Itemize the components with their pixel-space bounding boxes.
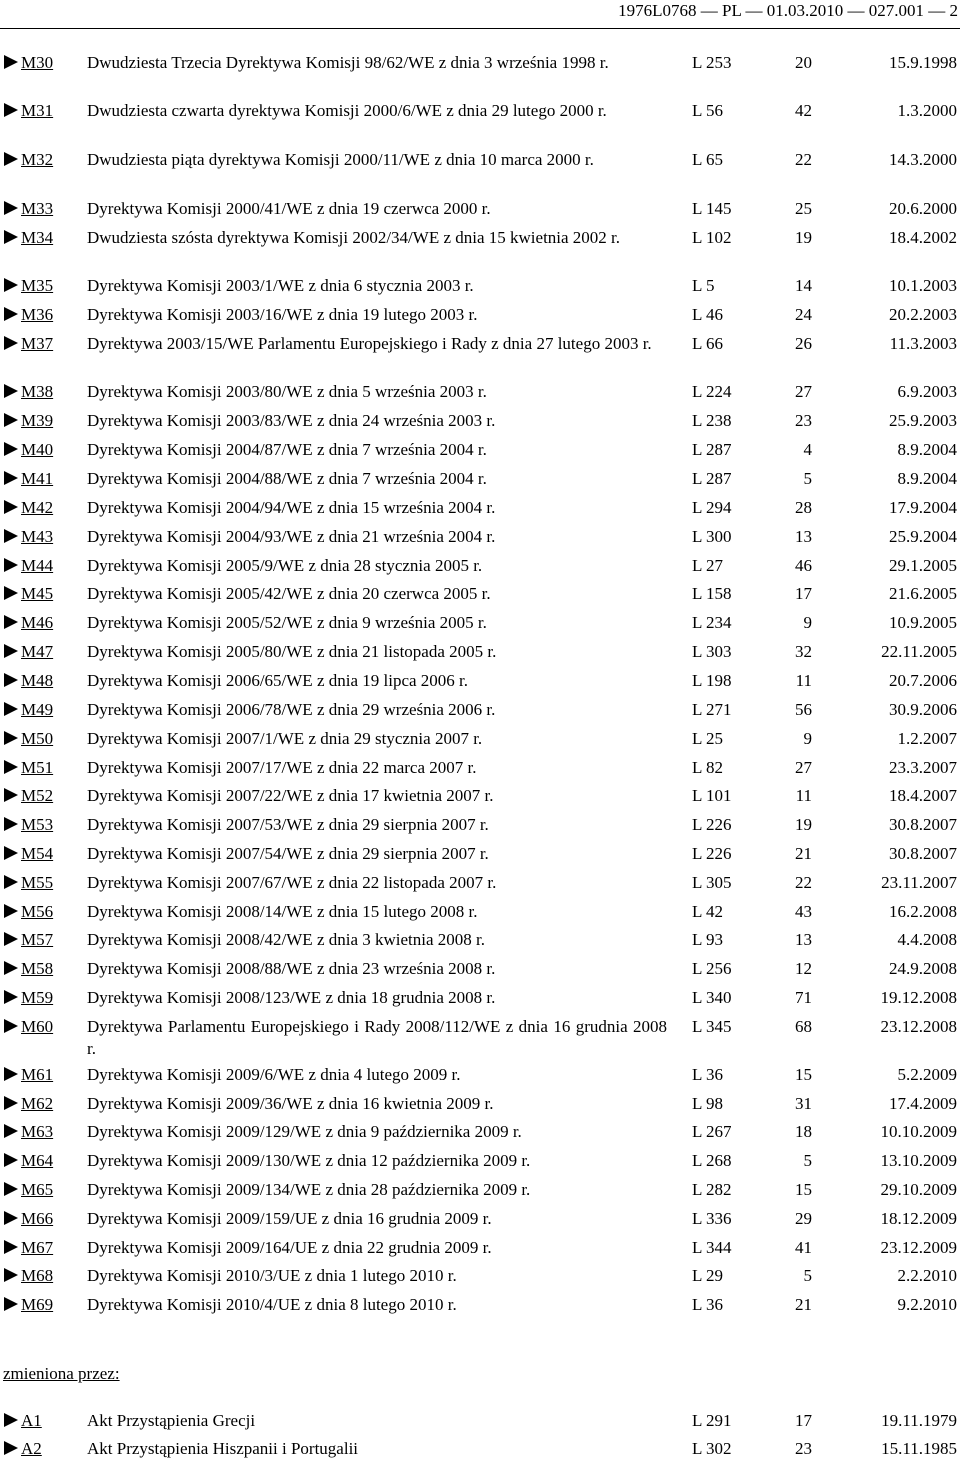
amendment-title: Dyrektywa Komisji 2003/16/WE z dnia 19 lutego 2003 r. — [87, 305, 478, 324]
amendment-marker[interactable] — [4, 1093, 53, 1115]
journal-reference: L 302 — [692, 1439, 732, 1458]
amendment-marker[interactable] — [4, 670, 53, 692]
amendment-marker[interactable] — [4, 843, 53, 865]
arrow-right-icon — [4, 413, 18, 427]
arrow-right-icon — [4, 230, 18, 244]
amendment-code-link[interactable]: M67 — [21, 1238, 54, 1257]
journal-reference: L 238 — [692, 411, 732, 430]
page-number: 12 — [795, 959, 812, 978]
amendment-title: Dyrektywa 2003/15/WE Parlamentu Europejskiego i Rady z dnia 27 lutego 2003 r. — [87, 334, 652, 353]
publication-date: 2.2.2010 — [897, 1266, 957, 1285]
amendment-title: Dyrektywa Komisji 2008/123/WE z dnia 18 grudnia 2008 r. — [87, 988, 496, 1007]
journal-reference: L 27 — [692, 556, 724, 575]
publication-date: 23.12.2009 — [880, 1238, 957, 1257]
publication-date: 13.10.2009 — [880, 1151, 957, 1170]
amendment-marker[interactable] — [4, 1294, 53, 1316]
page-number: 13 — [795, 527, 812, 546]
journal-reference: L 300 — [692, 527, 732, 546]
amendment-marker[interactable] — [4, 872, 53, 894]
amendment-code-link[interactable]: M30 — [21, 53, 54, 72]
publication-date: 6.9.2003 — [897, 382, 957, 401]
page-number: 17 — [795, 584, 812, 603]
amendment-marker[interactable] — [4, 1150, 53, 1172]
amendment-code-link[interactable]: M56 — [21, 902, 54, 921]
page-number: 56 — [795, 700, 812, 719]
publication-date: 15.9.1998 — [889, 53, 957, 72]
page-number: 29 — [795, 1209, 812, 1228]
publication-date: 20.2.2003 — [889, 305, 957, 324]
publication-date: 25.9.2003 — [889, 411, 957, 430]
amendment-code-link[interactable]: M55 — [21, 873, 54, 892]
journal-reference: L 256 — [692, 959, 732, 978]
arrow-right-icon — [4, 1441, 18, 1455]
arrow-right-icon — [4, 1124, 18, 1138]
journal-reference: L 65 — [692, 150, 724, 169]
amendment-marker[interactable] — [4, 52, 53, 74]
page-number: 9 — [803, 613, 812, 632]
page-number: 22 — [795, 873, 812, 892]
amendment-title: Dyrektywa Komisji 2007/17/WE z dnia 22 marca 2007 r. — [87, 758, 477, 777]
amendment-marker[interactable] — [4, 410, 53, 432]
page-number: 21 — [795, 844, 812, 863]
arrow-right-icon — [4, 278, 18, 292]
page-number: 22 — [795, 150, 812, 169]
amendment-title: Dyrektywa Komisji 2005/52/WE z dnia 9 września 2005 r. — [87, 613, 487, 632]
amendment-marker[interactable] — [4, 1121, 53, 1143]
amendment-code-link[interactable]: M57 — [21, 930, 54, 949]
amendment-code-link[interactable]: M34 — [21, 228, 54, 247]
journal-reference: L 42 — [692, 902, 724, 921]
amendment-code-link[interactable]: A1 — [21, 1411, 42, 1430]
journal-reference: L 102 — [692, 228, 732, 247]
amendment-marker[interactable] — [4, 555, 53, 577]
amendment-code-link[interactable]: M39 — [21, 411, 54, 430]
amendment-code-link[interactable]: M46 — [21, 613, 54, 632]
amendment-code-link[interactable]: M54 — [21, 844, 54, 863]
publication-date: 8.9.2004 — [897, 469, 957, 488]
amendment-marker[interactable] — [4, 468, 53, 490]
journal-reference: L 271 — [692, 700, 732, 719]
publication-date: 10.10.2009 — [880, 1122, 957, 1141]
amendment-marker[interactable] — [4, 901, 53, 923]
page-number: 20 — [795, 53, 812, 72]
journal-reference: L 36 — [692, 1295, 724, 1314]
page-number: 24 — [795, 305, 812, 324]
page-number: 11 — [795, 786, 812, 805]
arrow-right-icon — [4, 961, 18, 975]
amendment-title: Dyrektywa Komisji 2004/94/WE z dnia 15 września 2004 r. — [87, 498, 496, 517]
amendment-marker[interactable] — [4, 526, 53, 548]
amendment-marker[interactable] — [4, 814, 53, 836]
amendment-code-link[interactable]: M63 — [21, 1122, 54, 1141]
page-number: 31 — [795, 1094, 812, 1113]
page-number: 15 — [795, 1180, 812, 1199]
amendment-title: Dyrektywa Komisji 2005/9/WE z dnia 28 stycznia 2005 r. — [87, 556, 483, 575]
publication-date: 8.9.2004 — [897, 440, 957, 459]
amendment-title: Dyrektywa Komisji 2009/6/WE z dnia 4 lutego 2009 r. — [87, 1065, 461, 1084]
amendment-code-link[interactable]: M53 — [21, 815, 54, 834]
publication-date: 1.3.2000 — [897, 101, 957, 120]
arrow-right-icon — [4, 731, 18, 745]
arrow-right-icon — [4, 1297, 18, 1311]
journal-reference: L 145 — [692, 199, 732, 218]
amendment-title: Dyrektywa Komisji 2003/80/WE z dnia 5 września 2003 r. — [87, 382, 487, 401]
amendment-marker[interactable] — [4, 1237, 53, 1259]
journal-reference: L 303 — [692, 642, 732, 661]
page-number: 23 — [795, 1439, 812, 1458]
amendment-title: Dyrektywa Komisji 2010/4/UE z dnia 8 lutego 2010 r. — [87, 1295, 457, 1314]
amendment-code-link[interactable]: M50 — [21, 729, 54, 748]
arrow-right-icon — [4, 1096, 18, 1110]
publication-date: 10.1.2003 — [889, 276, 957, 295]
arrow-right-icon — [4, 103, 18, 117]
journal-reference: L 287 — [692, 440, 732, 459]
amendment-marker[interactable] — [4, 1438, 42, 1460]
arrow-right-icon — [4, 1019, 18, 1033]
amendment-code-link[interactable]: M47 — [21, 642, 54, 661]
page-number: 14 — [795, 276, 812, 295]
amendment-marker[interactable] — [4, 497, 53, 519]
journal-reference: L 291 — [692, 1411, 732, 1430]
publication-date: 10.9.2005 — [889, 613, 957, 632]
journal-reference: L 25 — [692, 729, 724, 748]
amendment-title: Dyrektywa Komisji 2008/14/WE z dnia 15 lutego 2008 r. — [87, 902, 478, 921]
journal-reference: L 36 — [692, 1065, 724, 1084]
publication-date: 20.7.2006 — [889, 671, 957, 690]
amendment-code-link[interactable]: M44 — [21, 556, 54, 575]
publication-date: 1.2.2007 — [897, 729, 957, 748]
page-number: 19 — [795, 228, 812, 247]
page-number: 5 — [803, 469, 812, 488]
page-number: 9 — [803, 729, 812, 748]
amendment-title: Akt Przystąpienia Grecji — [87, 1411, 256, 1430]
page-number: 18 — [795, 1122, 812, 1141]
journal-reference: L 267 — [692, 1122, 732, 1141]
journal-reference: L 268 — [692, 1151, 732, 1170]
amendment-marker[interactable] — [4, 381, 53, 403]
amendment-title: Dyrektywa Komisji 2003/1/WE z dnia 6 stycznia 2003 r. — [87, 276, 474, 295]
amendment-title: Dyrektywa Komisji 2000/41/WE z dnia 19 czerwca 2000 r. — [87, 199, 491, 218]
arrow-right-icon — [4, 932, 18, 946]
publication-date: 18.4.2002 — [889, 228, 957, 247]
page-number: 5 — [803, 1151, 812, 1170]
journal-reference: L 98 — [692, 1094, 724, 1113]
amendment-title: Dwudziesta czwarta dyrektywa Komisji 2000/6/WE z dnia 29 lutego 2000 r. — [87, 101, 607, 120]
amendment-title: Dwudziesta Trzecia Dyrektywa Komisji 98/62/WE z dnia 3 września 1998 r. — [87, 53, 609, 72]
amendment-title: Dyrektywa Komisji 2008/88/WE z dnia 23 września 2008 r. — [87, 959, 496, 978]
page-number: 21 — [795, 1295, 812, 1314]
page-number: 42 — [795, 101, 812, 120]
journal-reference: L 56 — [692, 101, 724, 120]
publication-date: 29.1.2005 — [889, 556, 957, 575]
journal-reference: L 158 — [692, 584, 732, 603]
journal-reference: L 305 — [692, 873, 732, 892]
arrow-right-icon — [4, 558, 18, 572]
page-number: 15 — [795, 1065, 812, 1084]
arrow-right-icon — [4, 1268, 18, 1282]
publication-date: 30.8.2007 — [889, 815, 957, 834]
publication-date: 23.12.2008 — [880, 1017, 957, 1036]
arrow-right-icon — [4, 384, 18, 398]
arrow-right-icon — [4, 904, 18, 918]
page-number: 27 — [795, 758, 812, 777]
document-reference: 1976L0768 — PL — 01.03.2010 — 027.001 — 2 — [618, 1, 958, 20]
amendment-title: Dyrektywa Komisji 2005/80/WE z dnia 21 listopada 2005 r. — [87, 642, 497, 661]
publication-date: 30.8.2007 — [889, 844, 957, 863]
amendment-marker[interactable] — [4, 958, 53, 980]
page-number: 27 — [795, 382, 812, 401]
amendment-code-link[interactable]: M42 — [21, 498, 54, 517]
publication-date: 11.3.2003 — [889, 334, 957, 353]
amendment-title: Dyrektywa Komisji 2009/159/UE z dnia 16 grudnia 2009 r. — [87, 1209, 492, 1228]
amendment-title: Dyrektywa Komisji 2003/83/WE z dnia 24 września 2003 r. — [87, 411, 496, 430]
journal-reference: L 5 — [692, 276, 715, 295]
amendment-marker[interactable] — [4, 198, 53, 220]
journal-reference: L 253 — [692, 53, 732, 72]
amendment-code-link[interactable]: M68 — [21, 1266, 54, 1285]
amendment-title: Dyrektywa Komisji 2009/130/WE z dnia 12 października 2009 r. — [87, 1151, 531, 1170]
page-number: 26 — [795, 334, 812, 353]
journal-reference: L 345 — [692, 1017, 732, 1036]
amendment-marker[interactable] — [4, 699, 53, 721]
publication-date: 19.12.2008 — [880, 988, 957, 1007]
amendment-title: Dyrektywa Komisji 2007/22/WE z dnia 17 kwietnia 2007 r. — [87, 786, 494, 805]
journal-reference: L 93 — [692, 930, 724, 949]
amendment-code-link[interactable]: M41 — [21, 469, 54, 488]
journal-reference: L 234 — [692, 613, 732, 632]
amendment-title: Dyrektywa Parlamentu Europejskiego i Rady 2008/112/WE z dnia 16 grudnia 2008 r. — [87, 1017, 667, 1058]
publication-date: 25.9.2004 — [889, 527, 957, 546]
amendment-title: Dyrektywa Komisji 2009/36/WE z dnia 16 kwietnia 2009 r. — [87, 1094, 494, 1113]
amendment-marker[interactable] — [4, 757, 53, 779]
amendment-marker[interactable] — [4, 100, 53, 122]
arrow-right-icon — [4, 615, 18, 629]
page-number: 19 — [795, 815, 812, 834]
amendment-code-link[interactable]: M43 — [21, 527, 54, 546]
amendment-code-link[interactable]: M58 — [21, 959, 54, 978]
publication-date: 17.4.2009 — [889, 1094, 957, 1113]
amendment-code-link[interactable]: M51 — [21, 758, 54, 777]
amendment-code-link[interactable]: M49 — [21, 700, 54, 719]
amendment-code-link[interactable]: M65 — [21, 1180, 54, 1199]
amendment-marker[interactable] — [4, 1064, 53, 1086]
arrow-right-icon — [4, 1240, 18, 1254]
amendment-title: Akt Przystąpienia Hiszpanii i Portugalii — [87, 1439, 359, 1458]
page-number: 71 — [795, 988, 812, 1007]
amendment-marker[interactable] — [4, 612, 53, 634]
publication-date: 16.2.2008 — [889, 902, 957, 921]
journal-reference: L 46 — [692, 305, 724, 324]
amendment-marker[interactable] — [4, 333, 53, 355]
amendment-title: Dyrektywa Komisji 2007/67/WE z dnia 22 listopada 2007 r. — [87, 873, 497, 892]
arrow-right-icon — [4, 788, 18, 802]
publication-date: 23.3.2007 — [889, 758, 957, 777]
amendment-code-link[interactable]: M40 — [21, 440, 54, 459]
amendment-code-link[interactable]: M31 — [21, 101, 54, 120]
journal-reference: L 224 — [692, 382, 732, 401]
amendment-marker[interactable] — [4, 304, 53, 326]
publication-date: 30.9.2006 — [889, 700, 957, 719]
journal-reference: L 287 — [692, 469, 732, 488]
page-number: 43 — [795, 902, 812, 921]
amendment-code-link[interactable]: M60 — [21, 1017, 54, 1036]
journal-reference: L 29 — [692, 1266, 724, 1285]
journal-reference: L 226 — [692, 815, 732, 834]
publication-date: 18.12.2009 — [880, 1209, 957, 1228]
page-number: 11 — [795, 671, 812, 690]
publication-date: 9.2.2010 — [897, 1295, 957, 1314]
amendment-title: Dyrektywa Komisji 2010/3/UE z dnia 1 lutego 2010 r. — [87, 1266, 457, 1285]
amendment-marker[interactable] — [4, 583, 53, 605]
journal-reference: L 226 — [692, 844, 732, 863]
amendment-title: Dyrektywa Komisji 2009/129/WE z dnia 9 października 2009 r. — [87, 1122, 522, 1141]
arrow-right-icon — [4, 760, 18, 774]
publication-date: 15.11.1985 — [881, 1439, 957, 1458]
amendment-code-link[interactable]: M64 — [21, 1151, 54, 1170]
page-number: 25 — [795, 199, 812, 218]
journal-reference: L 82 — [692, 758, 724, 777]
journal-reference: L 336 — [692, 1209, 732, 1228]
amendment-title: Dyrektywa Komisji 2006/78/WE z dnia 29 września 2006 r. — [87, 700, 496, 719]
amendment-marker[interactable] — [4, 641, 53, 663]
amendment-marker[interactable] — [4, 728, 53, 750]
arrow-right-icon — [4, 846, 18, 860]
amendment-title: Dwudziesta piąta dyrektywa Komisji 2000/11/WE z dnia 10 marca 2000 r. — [87, 150, 594, 169]
publication-date: 22.11.2005 — [881, 642, 957, 661]
page-number: 5 — [803, 1266, 812, 1285]
arrow-right-icon — [4, 55, 18, 69]
amendment-code-link[interactable]: M61 — [21, 1065, 54, 1084]
amendment-marker[interactable] — [4, 149, 53, 171]
amendment-title: Dwudziesta szósta dyrektywa Komisji 2002/34/WE z dnia 15 kwietnia 2002 r. — [87, 228, 621, 247]
arrow-right-icon — [4, 875, 18, 889]
arrow-right-icon — [4, 673, 18, 687]
arrow-right-icon — [4, 817, 18, 831]
publication-date: 19.11.1979 — [881, 1411, 957, 1430]
publication-date: 17.9.2004 — [889, 498, 957, 517]
page-number: 32 — [795, 642, 812, 661]
arrow-right-icon — [4, 1153, 18, 1167]
amendment-code-link[interactable]: M38 — [21, 382, 54, 401]
amendment-code-link[interactable]: M36 — [21, 305, 54, 324]
amendment-marker[interactable] — [4, 1208, 53, 1230]
amendment-marker[interactable] — [4, 1410, 42, 1432]
amendment-marker[interactable] — [4, 275, 53, 297]
amendment-title: Dyrektywa Komisji 2004/88/WE z dnia 7 września 2004 r. — [87, 469, 487, 488]
amendment-code-link[interactable]: M37 — [21, 334, 54, 353]
amendment-marker[interactable] — [4, 227, 53, 249]
page-number: 13 — [795, 930, 812, 949]
journal-reference: L 294 — [692, 498, 732, 517]
publication-date: 23.11.2007 — [881, 873, 957, 892]
page-number: 17 — [795, 1411, 812, 1430]
journal-reference: L 344 — [692, 1238, 732, 1257]
amendment-title: Dyrektywa Komisji 2009/164/UE z dnia 22 grudnia 2009 r. — [87, 1238, 492, 1257]
arrow-right-icon — [4, 152, 18, 166]
amendment-code-link[interactable]: M66 — [21, 1209, 54, 1228]
arrow-right-icon — [4, 644, 18, 658]
amendment-code-link[interactable]: M45 — [21, 584, 54, 603]
amendment-title: Dyrektywa Komisji 2009/134/WE z dnia 28 października 2009 r. — [87, 1180, 531, 1199]
arrow-right-icon — [4, 1413, 18, 1427]
publication-date: 5.2.2009 — [897, 1065, 957, 1084]
journal-reference: L 66 — [692, 334, 724, 353]
amendment-marker[interactable] — [4, 1179, 53, 1201]
amendment-title: Dyrektywa Komisji 2004/93/WE z dnia 21 września 2004 r. — [87, 527, 496, 546]
amendment-marker[interactable] — [4, 1016, 53, 1038]
amendment-marker[interactable] — [4, 987, 53, 1009]
arrow-right-icon — [4, 307, 18, 321]
arrow-right-icon — [4, 442, 18, 456]
publication-date: 21.6.2005 — [889, 584, 957, 603]
journal-reference: L 198 — [692, 671, 732, 690]
amendment-code-link[interactable]: A2 — [21, 1439, 42, 1458]
amended-by-label: zmieniona przez: — [3, 1364, 120, 1383]
amendment-marker[interactable] — [4, 929, 53, 951]
page-number: 46 — [795, 556, 812, 575]
publication-date: 20.6.2000 — [889, 199, 957, 218]
page-number: 23 — [795, 411, 812, 430]
amendment-code-link[interactable]: M48 — [21, 671, 54, 690]
amendment-code-link[interactable]: M52 — [21, 786, 54, 805]
amendment-code-link[interactable]: M33 — [21, 199, 54, 218]
arrow-right-icon — [4, 1182, 18, 1196]
publication-date: 4.4.2008 — [897, 930, 957, 949]
arrow-right-icon — [4, 201, 18, 215]
amendment-code-link[interactable]: M32 — [21, 150, 54, 169]
arrow-right-icon — [4, 702, 18, 716]
amendment-title: Dyrektywa Komisji 2007/53/WE z dnia 29 sierpnia 2007 r. — [87, 815, 489, 834]
arrow-right-icon — [4, 500, 18, 514]
amendment-marker[interactable] — [4, 439, 53, 461]
arrow-right-icon — [4, 586, 18, 600]
amendment-code-link[interactable]: M59 — [21, 988, 54, 1007]
amendment-code-link[interactable]: M69 — [21, 1295, 54, 1314]
amendment-title: Dyrektywa Komisji 2007/1/WE z dnia 29 stycznia 2007 r. — [87, 729, 483, 748]
journal-reference: L 101 — [692, 786, 732, 805]
arrow-right-icon — [4, 1067, 18, 1081]
publication-date: 14.3.2000 — [889, 150, 957, 169]
page-number: 68 — [795, 1017, 812, 1036]
amendment-code-link[interactable]: M62 — [21, 1094, 54, 1113]
publication-date: 18.4.2007 — [889, 786, 957, 805]
arrow-right-icon — [4, 1211, 18, 1225]
publication-date: 29.10.2009 — [880, 1180, 957, 1199]
amendment-title: Dyrektywa Komisji 2006/65/WE z dnia 19 lipca 2006 r. — [87, 671, 469, 690]
arrow-right-icon — [4, 471, 18, 485]
publication-date: 24.9.2008 — [889, 959, 957, 978]
amendment-marker[interactable] — [4, 785, 53, 807]
page-number: 4 — [803, 440, 812, 459]
document-header — [0, 0, 960, 29]
amendment-code-link[interactable]: M35 — [21, 276, 54, 295]
arrow-right-icon — [4, 529, 18, 543]
amendment-title: Dyrektywa Komisji 2005/42/WE z dnia 20 czerwca 2005 r. — [87, 584, 491, 603]
page-number: 28 — [795, 498, 812, 517]
arrow-right-icon — [4, 990, 18, 1004]
amendment-title: Dyrektywa Komisji 2007/54/WE z dnia 29 sierpnia 2007 r. — [87, 844, 489, 863]
journal-reference: L 340 — [692, 988, 732, 1007]
journal-reference: L 282 — [692, 1180, 732, 1199]
arrow-right-icon — [4, 336, 18, 350]
page-number: 41 — [795, 1238, 812, 1257]
amendment-title: Dyrektywa Komisji 2004/87/WE z dnia 7 września 2004 r. — [87, 440, 487, 459]
amendment-marker[interactable] — [4, 1265, 53, 1287]
amendment-title: Dyrektywa Komisji 2008/42/WE z dnia 3 kwietnia 2008 r. — [87, 930, 486, 949]
